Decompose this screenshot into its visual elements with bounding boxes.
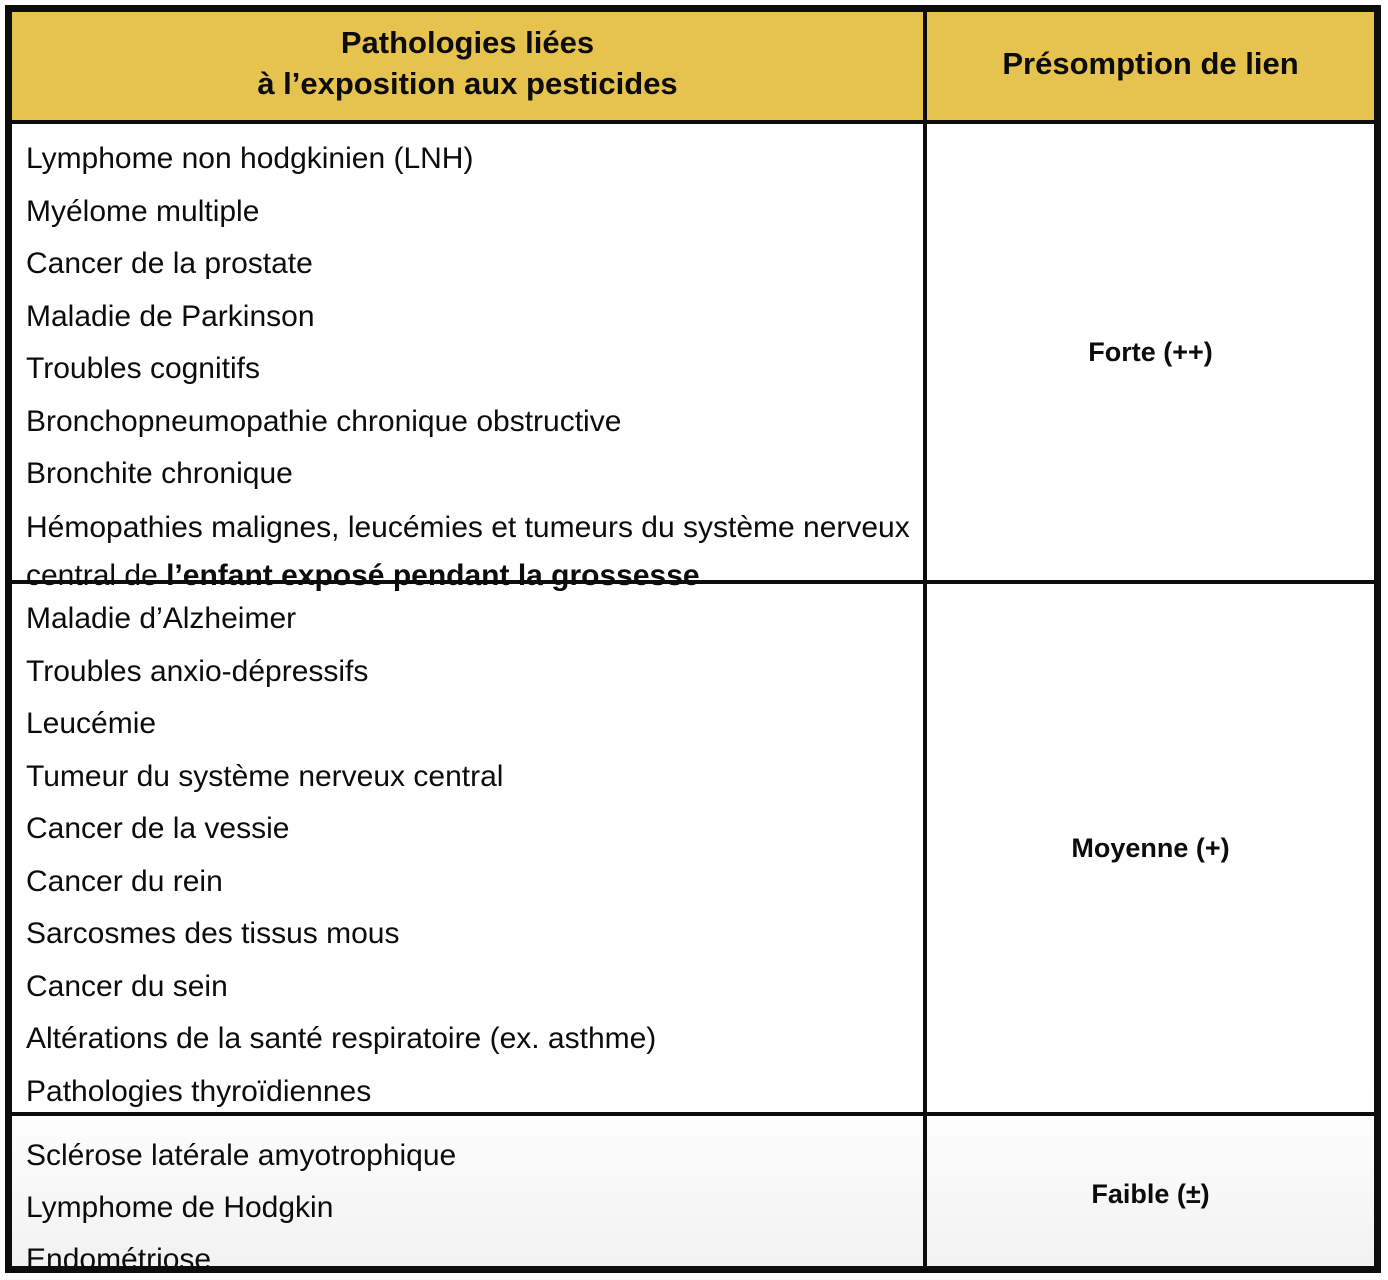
list-item: Endométriose: [26, 1243, 212, 1276]
list-item: Sarcosmes des tissus mous: [26, 917, 400, 950]
list-item: Cancer de la vessie: [26, 812, 290, 845]
list-item: Altérations de la santé respiratoire (ex. asthme): [26, 1022, 657, 1055]
list-item-plain-text: Hémopathies malignes, leucémies et tumeurs du système nerveux central de: [26, 510, 910, 592]
list-item: Bronchite chronique: [26, 457, 293, 490]
column-header-pathologies: [12, 12, 927, 120]
list-item: Lymphome de Hodgkin: [26, 1191, 334, 1224]
table-section-moyenne: [12, 584, 1374, 1116]
list-item: Cancer du sein: [26, 969, 228, 1003]
presumption-level-faible: Faible (±): [1091, 1179, 1210, 1209]
list-item: Pathologies thyroïdiennes: [26, 1074, 372, 1108]
column-header-pathologies-line1: Pathologies liées: [340, 25, 595, 61]
table-header-row: [12, 12, 1374, 124]
list-item-emphasis-text: l’enfant exposé pendant la grossesse: [166, 558, 700, 592]
list-item: Maladie de Parkinson: [26, 299, 315, 333]
list-item: Maladie d’Alzheimer: [26, 602, 297, 635]
column-header-presumption: Présomption de lien: [927, 12, 1374, 120]
list-item: Tumeur du système nerveux central: [26, 759, 504, 793]
table-section-forte: [12, 124, 1374, 592]
pesticide-pathologies-table: [5, 5, 1381, 1276]
list-item: Myélome multiple: [26, 194, 260, 228]
list-item: Leucémie: [26, 707, 157, 740]
list-item: Lymphome non hodgkinien (LNH): [26, 142, 474, 175]
column-header-pathologies-line2: à l’exposition aux pesticides: [257, 66, 678, 101]
list-item: Sclérose latérale amyotrophique: [26, 1139, 457, 1172]
list-item: Troubles anxio-dépressifs: [26, 654, 369, 688]
list-item: Cancer de la prostate: [26, 247, 313, 280]
table-section-faible: [12, 1116, 1374, 1276]
column-header-pathologies-text: [257, 23, 677, 105]
list-item: Cancer du rein: [26, 864, 223, 898]
presumption-level-forte: Forte (++): [1088, 336, 1213, 367]
list-item: Bronchopneumopathie chronique obstructive: [26, 404, 622, 438]
list-item: Troubles cognitifs: [26, 352, 260, 385]
presumption-level-moyenne: Moyenne (+): [1071, 832, 1230, 863]
section-moyenne-items: [12, 584, 927, 1112]
section-forte-items: [12, 124, 927, 592]
section-faible-items: [12, 1116, 927, 1276]
